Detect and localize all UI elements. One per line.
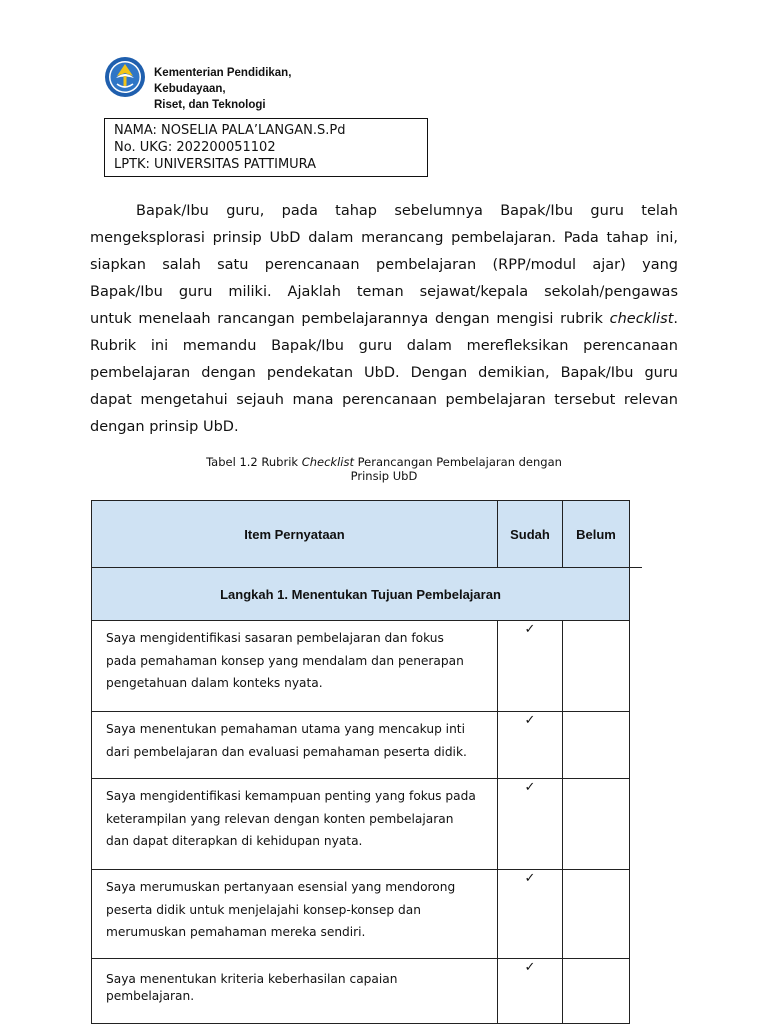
check-icon: ✓ [524, 959, 536, 974]
sudah-cell[interactable] [498, 621, 563, 712]
item-line: Saya mengidentifikasi kemampuan penting yang fokus pada [106, 789, 476, 803]
check-icon: ✓ [524, 870, 536, 885]
paragraph-line: Bapak/Ibu guru, pada tahap sebelumnya Bapak/Ibu guru telah [136, 203, 678, 219]
caption-prefix: Tabel 1.2 Rubrik [206, 455, 302, 469]
caption-suffix: Perancangan Pembelajaran dengan [353, 455, 562, 469]
paragraph-line: Rubrik ini memandu Bapak/Ibu guru dalam merefleksikan perencanaan [90, 338, 678, 354]
item-line: dari pembelajaran dan evaluasi pemahaman peserta didik. [106, 744, 467, 759]
item-statement [92, 712, 498, 779]
step-row [92, 568, 630, 621]
header-item: Item Pernyataan [92, 501, 498, 568]
item-line: pengetahuan dalam konteks nyata. [106, 676, 323, 690]
step-title: Langkah 1. Menentukan Tujuan Pembelajaran [92, 568, 630, 621]
paragraph-line [90, 306, 678, 333]
item-line: pada pemahaman konsep yang mendalam dan penerapan [106, 653, 464, 668]
item-statement [92, 870, 498, 959]
item-line: Saya merumuskan pertanyaan esensial yang mendorong [106, 880, 456, 894]
ministry-header [104, 54, 366, 111]
identity-ukg: No. UKG: 202200051102 [114, 140, 276, 155]
item-statement [92, 779, 498, 870]
paragraph-line: dengan prinsip UbD. [90, 419, 239, 435]
item-line: merumuskan pemahaman mereka sendiri. [106, 925, 366, 939]
belum-cell[interactable] [563, 959, 630, 1024]
check-icon: ✓ [524, 779, 536, 794]
check-icon: ✓ [524, 621, 536, 636]
identity-lptk: LPTK: UNIVERSITAS PATTIMURA [114, 157, 317, 172]
table-caption [150, 455, 618, 483]
table-row [92, 870, 630, 959]
caption-italic: Checklist [301, 455, 354, 469]
item-line: Saya menentukan pemahaman utama yang mencakup inti [106, 722, 465, 736]
sudah-cell[interactable] [498, 712, 563, 779]
paragraph-line: Bapak/Ibu guru miliki. Ajaklah teman sejawat/kepala sekolah/pengawas [90, 284, 678, 300]
item-line: Saya mengidentifikasi sasaran pembelajaran dan fokus [106, 631, 444, 645]
intro-paragraph [90, 198, 678, 441]
header-belum: Belum [563, 501, 630, 568]
table-row [92, 712, 630, 779]
paragraph-line: dapat mengetahui sejauh mana perencanaan pembelajaran tersebut relevan [90, 392, 678, 408]
sudah-cell[interactable] [498, 870, 563, 959]
header-sudah: Sudah [498, 501, 563, 568]
sudah-cell[interactable] [498, 959, 563, 1024]
identity-nama: NAMA: NOSELIA PALA’LANGAN.S.Pd [114, 123, 346, 138]
paragraph-italic: checklist [609, 311, 674, 327]
ministry-name [154, 65, 366, 113]
belum-cell[interactable] [563, 621, 630, 712]
table-header-row [92, 501, 630, 568]
sudah-cell[interactable] [498, 779, 563, 870]
item-line: pembelajaran. [106, 989, 195, 1003]
paragraph-line: pembelajaran dengan pendekatan UbD. Dengan demikian, Bapak/Ibu guru [90, 365, 678, 381]
belum-cell[interactable] [563, 779, 630, 870]
item-statement [92, 621, 498, 712]
paragraph-line: siapkan salah satu perencanaan pembelajaran (RPP/modul ajar) yang [90, 257, 678, 273]
ministry-line-1: Kementerian Pendidikan, Kebudayaan, [154, 67, 292, 95]
paragraph-line: mengeksplorasi prinsip UbD dalam merancang pembelajaran. Pada tahap ini, [90, 230, 678, 246]
caption-line-2: Prinsip UbD [350, 469, 418, 483]
item-line: Saya menentukan kriteria keberhasilan capaian [106, 972, 398, 986]
table-row [92, 779, 630, 870]
table-row [92, 621, 630, 712]
item-statement [92, 959, 498, 1024]
check-icon: ✓ [524, 712, 536, 727]
item-line: peserta didik untuk menjelajahi konsep-konsep dan [106, 902, 421, 917]
checklist-table [91, 500, 630, 1024]
belum-cell[interactable] [563, 712, 630, 779]
paragraph-text: untuk menelaah rancangan pembelajarannya dengan mengisi rubrik [90, 311, 610, 327]
item-line: keterampilan yang relevan dengan konten pembelajaran [106, 811, 454, 826]
table-row [92, 959, 630, 1024]
paragraph-text: . [673, 311, 678, 327]
caption-line-1 [150, 455, 618, 469]
belum-cell[interactable] [563, 870, 630, 959]
table-edge-line [628, 567, 642, 568]
ministry-line-2: Riset, dan Teknologi [154, 99, 266, 111]
tut-wuri-handayani-logo [104, 56, 146, 98]
identity-box [104, 118, 428, 177]
item-line: dan dapat diterapkan di kehidupan nyata. [106, 834, 363, 848]
